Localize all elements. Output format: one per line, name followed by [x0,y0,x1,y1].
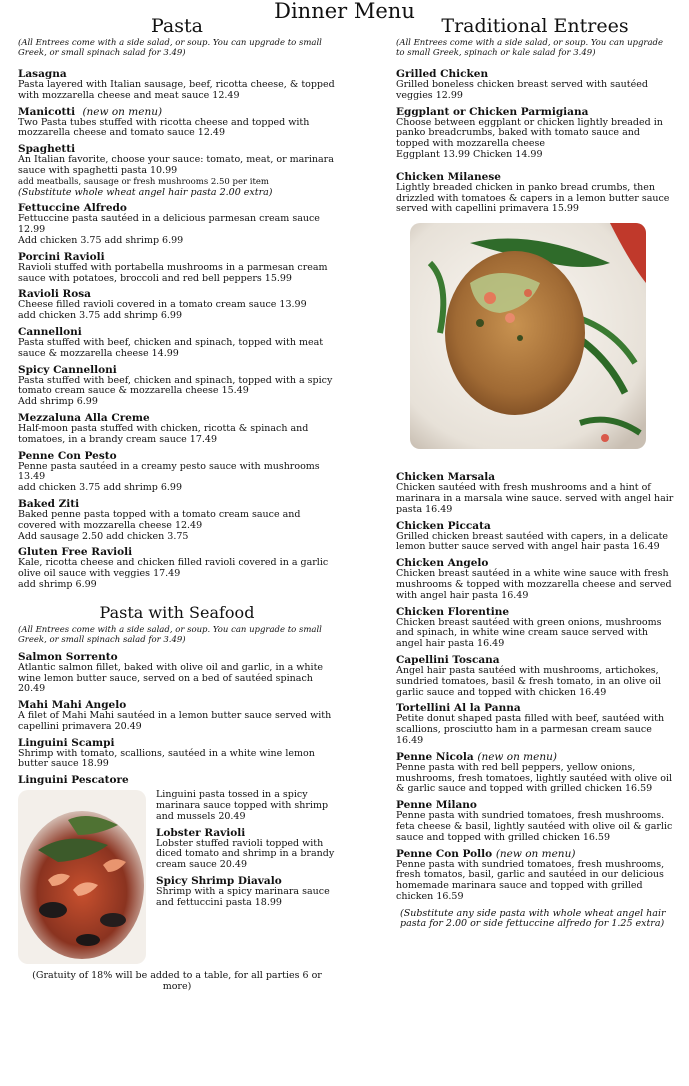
menu-item-chicken-marsala [396,471,674,515]
item-desc: Penne pasta with sundried tomatoes, fresh mushrooms, fresh tomatos, basil, garlic and sautéed in our delicious homemade marinara sauce and topped with grilled chicken 16.59 [396,858,665,902]
item-name: Penne Con Pollo (new on menu) [396,847,576,860]
item-substitute: (Substitute whole wheat angel hair pasta 2.00 extra) [18,186,273,198]
menu-item-chicken-florentine [396,606,674,650]
item-desc: Lightly breaded chicken in panko bread crumbs, then drizzled with tomatoes & capers in a lemon butter sauce served with capellini primavera 15.99 [396,181,670,215]
item-name: Linguini Scampi [18,736,115,749]
item-name: Mahi Mahi Angelo [18,699,127,712]
menu-item-fettuccine-alfredo [18,202,336,246]
item-desc: Penne pasta with sundried tomatoes, fresh mushrooms. feta cheese & basil, lightly sautéed with olive oil & garlic sauce and topped with grilled chicken 16.59 [396,810,673,843]
menu-item-chicken-angelo [396,557,674,601]
substitute-note: (Substitute any side pasta with whole wheat angel hair pasta for 2.00 or side fettuccine alfredo for 1.25 extra) [400,907,666,930]
new-tag: (new on menu) [495,847,576,860]
item-desc: Baked penne pasta topped with a tomato cream sauce and covered with mozzarella cheese 12.49 [18,508,301,531]
item-desc: Pasta stuffed with beef, chicken and spinach, topped with a spicy tomato cream sauce & mozzarella cheese 15.49 [18,374,333,397]
item-name: Lasagna [18,68,67,80]
menu-item-grilled-chicken [396,68,674,102]
left-column [18,16,336,992]
item-desc: A filet of Mahi Mahi sautéed in a lemon butter sauce served with capellini primavera 20.49 [18,710,332,732]
item-name: Grilled Chicken [396,68,489,80]
item-name: Linguini Pescatore [18,774,129,787]
chicken-milanese-photo [410,223,646,449]
menu-item-linguini-scampi [18,737,336,771]
item-name: Spaghetti [18,143,76,156]
menu-item-tortellini [396,702,674,746]
item-name: Penne Nicola (new on menu) [396,750,557,763]
item-name: Fettuccine Alfredo [18,202,127,215]
item-name: Salmon Sorrento [18,650,118,663]
item-desc: Chicken breast sautéed with green onions, mushrooms and spinach, in white wine cream sauce served with angel hair pasta 16.49 [396,616,662,650]
item-addon: add meatballs, sausage or fresh mushrooms 2.50 per item [18,176,269,187]
traditional-note: (All Entrees come with a side salad, or soup. You can upgrade to small Greek, spinach or kale salad for 3.49) [396,38,664,58]
item-desc: An Italian favorite, choose your sauce: tomato, meat, or marinara sauce with spaghetti pasta 10.99 [18,154,334,176]
item-desc: Angel hair pasta sautéed with mushrooms, artichokes, sundried tomatoes, basil & fresh tomato, in an olive oil garlic sauce and topped with chicken 16.49 [396,664,662,698]
menu-item-manicotti [18,106,336,140]
menu-item-linguini-pescatore [18,774,336,786]
menu-item-mezzaluna [18,412,336,446]
item-desc: Penne pasta with red bell peppers, yellow onions, mushrooms, fresh tomatoes, lightly sautéed with olive oil & garlic sauce and topped with grilled chicken 16.59 [396,761,673,795]
item-addon: Add chicken 3.75 add shrimp 6.99 [18,234,184,246]
item-desc: Pasta stuffed with beef, chicken and spinach, topped with meat sauce & mozzarella cheese 14.99 [18,336,324,359]
item-desc: Shrimp with a spicy marinara sauce and fettuccini pasta 18.99 [156,886,330,908]
item-addon: Add shrimp 6.99 [18,396,98,408]
item-name: Gluten Free Ravioli [18,546,133,559]
menu-item-ravioli-rosa [18,288,336,322]
new-tag: (new on menu) [82,105,163,118]
menu-item-parmigiana [396,106,674,161]
item-name: Capellini Toscana [396,653,500,666]
menu-item-lobster-ravioli [156,827,336,871]
item-desc: Fettuccine pasta sautéed in a delicious parmesan cream sauce 12.99 [18,213,320,236]
item-name: Ravioli Rosa [18,288,91,301]
pescatore-block [18,790,336,964]
right-column [396,16,674,930]
item-name: Porcini Ravioli [18,250,105,263]
menu-item-lasagna [18,68,336,102]
item-name: Mezzaluna Alla Creme [18,411,150,424]
item-desc: Linguini pasta tossed in a spicy marinara sauce topped with shrimp and mussels 20.49 [156,789,329,822]
item-name: Chicken Angelo [396,557,489,570]
menu-item-penne-milano [396,799,674,843]
menu-item-spaghetti [18,143,336,198]
seafood-pasta-photo [18,790,146,964]
seafood-note: (All Entrees come with a side salad, or soup. You can upgrade to small Greek, or small spinach salad for 3.49) [18,624,322,645]
menu-item-penne-con-pesto [18,450,336,494]
seafood-section-title: Pasta with Seafood [99,602,255,622]
item-name: Chicken Marsala [396,471,496,484]
pescatore-side-items [156,790,336,964]
item-name: Chicken Milanese [396,170,501,183]
menu-item-porcini-ravioli [18,251,336,285]
item-name: Cannelloni [18,325,82,338]
item-desc: Shrimp with tomato, scallions, sautéed in a white wine lemon butter sauce 18.99 [18,747,315,770]
menu-item-gluten-free-ravioli [18,546,336,590]
item-desc: Atlantic salmon fillet, baked with olive oil and garlic, in a white wine lemon butter sauce, served on a bed of sautéed spinach 20.49 [18,661,324,695]
item-name: Chicken Piccata [396,519,491,532]
item-desc: Choose between eggplant or chicken lightly breaded in panko breadcrumbs, baked with tomato sauce and topped with mozzarella cheese [396,116,663,150]
item-desc: Cheese filled ravioli covered in a tomato cream sauce 13.99 [18,299,307,311]
item-desc: Petite donut shaped pasta filled with beef, sautéed with scallions, prosciutto ham in a parmesan cream sauce 16.49 [396,713,665,746]
menu-item-penne-nicola [396,751,674,795]
item-desc: Chicken sautéed with fresh mushrooms and a hint of marinara in a marsala wine sauce. served with angel hair pasta 16.49 [396,482,674,515]
item-name: Baked Ziti [18,497,80,510]
menu-item-capellini-toscana [396,654,674,698]
menu-item-salmon-sorrento [18,651,336,695]
pasta-section-title: Pasta [151,15,203,37]
pasta-note: (All Entrees come with a side salad, or soup. You can upgrade to small Greek, or small spinach salad for 3.49) [18,38,322,58]
item-addon: Add sausage 2.50 add chicken 3.75 [18,530,189,542]
menu-item-chicken-milanese [396,171,674,215]
item-desc: Grilled chicken breast sautéed with capers, in a delicate lemon butter sauce served with angel hair pasta 16.49 [396,530,669,553]
menu-item-chicken-piccata [396,520,674,554]
item-desc: Half-moon pasta stuffed with chicken, ricotta & spinach and tomatoes, in a brandy cream sauce 17.49 [18,422,309,445]
item-desc: Penne pasta sautéed in a creamy pesto sauce with mushrooms 13.49 [18,460,320,483]
new-tag: (new on menu) [477,750,557,763]
gratuity-note: (Gratuity of 18% will be added to a table, for all parties 6 or more) [32,970,322,993]
menu-item-cannelloni [18,326,336,360]
item-addon: Eggplant 13.99 Chicken 14.99 [396,148,543,160]
item-desc: Chicken breast sautéed in a white wine sauce with fresh mushrooms & topped with mozzarella cheese and served with angel hair pasta 16.49 [396,568,672,601]
item-desc: Lobster stuffed ravioli topped with diced tomato and shrimp in a brandy cream sauce 20.49 [156,837,335,871]
item-addon: add shrimp 6.99 [18,578,97,590]
item-name: Lobster Ravioli [156,826,246,839]
item-desc: Kale, ricotta cheese and chicken filled ravioli covered in a garlic olive oil sauce with veggies 17.49 [18,557,329,580]
menu-item-penne-con-pollo [396,848,674,903]
menu-item-mahi-mahi-angelo [18,699,336,733]
item-desc: Ravioli stuffed with portabella mushrooms in a parmesan cream sauce with potatoes, broccoli and red bell peppers 15.99 [18,261,328,284]
item-name: Eggplant or Chicken Parmigiana [396,105,589,118]
item-desc: Grilled boneless chicken breast served with sautéed veggies 12.99 [396,79,648,101]
menu-title: Dinner Menu [274,0,415,23]
traditional-section-title: Traditional Entrees [441,15,629,37]
item-name: Penne Milano [396,799,477,812]
menu-item-baked-ziti [18,498,336,542]
item-name: Tortellini Al la Panna [396,702,521,715]
item-addon: add chicken 3.75 add shrimp 6.99 [18,310,183,322]
item-name: Manicotti (new on menu) [18,105,163,118]
menu-item-spicy-shrimp-diavalo [156,875,336,909]
item-name: Spicy Cannelloni [18,363,117,376]
menu-item-spicy-cannelloni [18,364,336,408]
item-name: Penne Con Pesto [18,449,117,462]
pescatore-desc [156,790,336,822]
item-desc: Pasta layered with Italian sausage, beef, ricotta cheese, & topped with mozzarella cheese and meat sauce 12.49 [18,79,335,101]
item-name: Spicy Shrimp Diavalo [156,875,282,888]
item-name: Chicken Florentine [396,605,510,618]
item-desc: Two Pasta tubes stuffed with ricotta cheese and topped with mozzarella cheese and tomato sauce 12.49 [18,116,310,139]
item-addon: add chicken 3.75 add shrimp 6.99 [18,482,183,494]
